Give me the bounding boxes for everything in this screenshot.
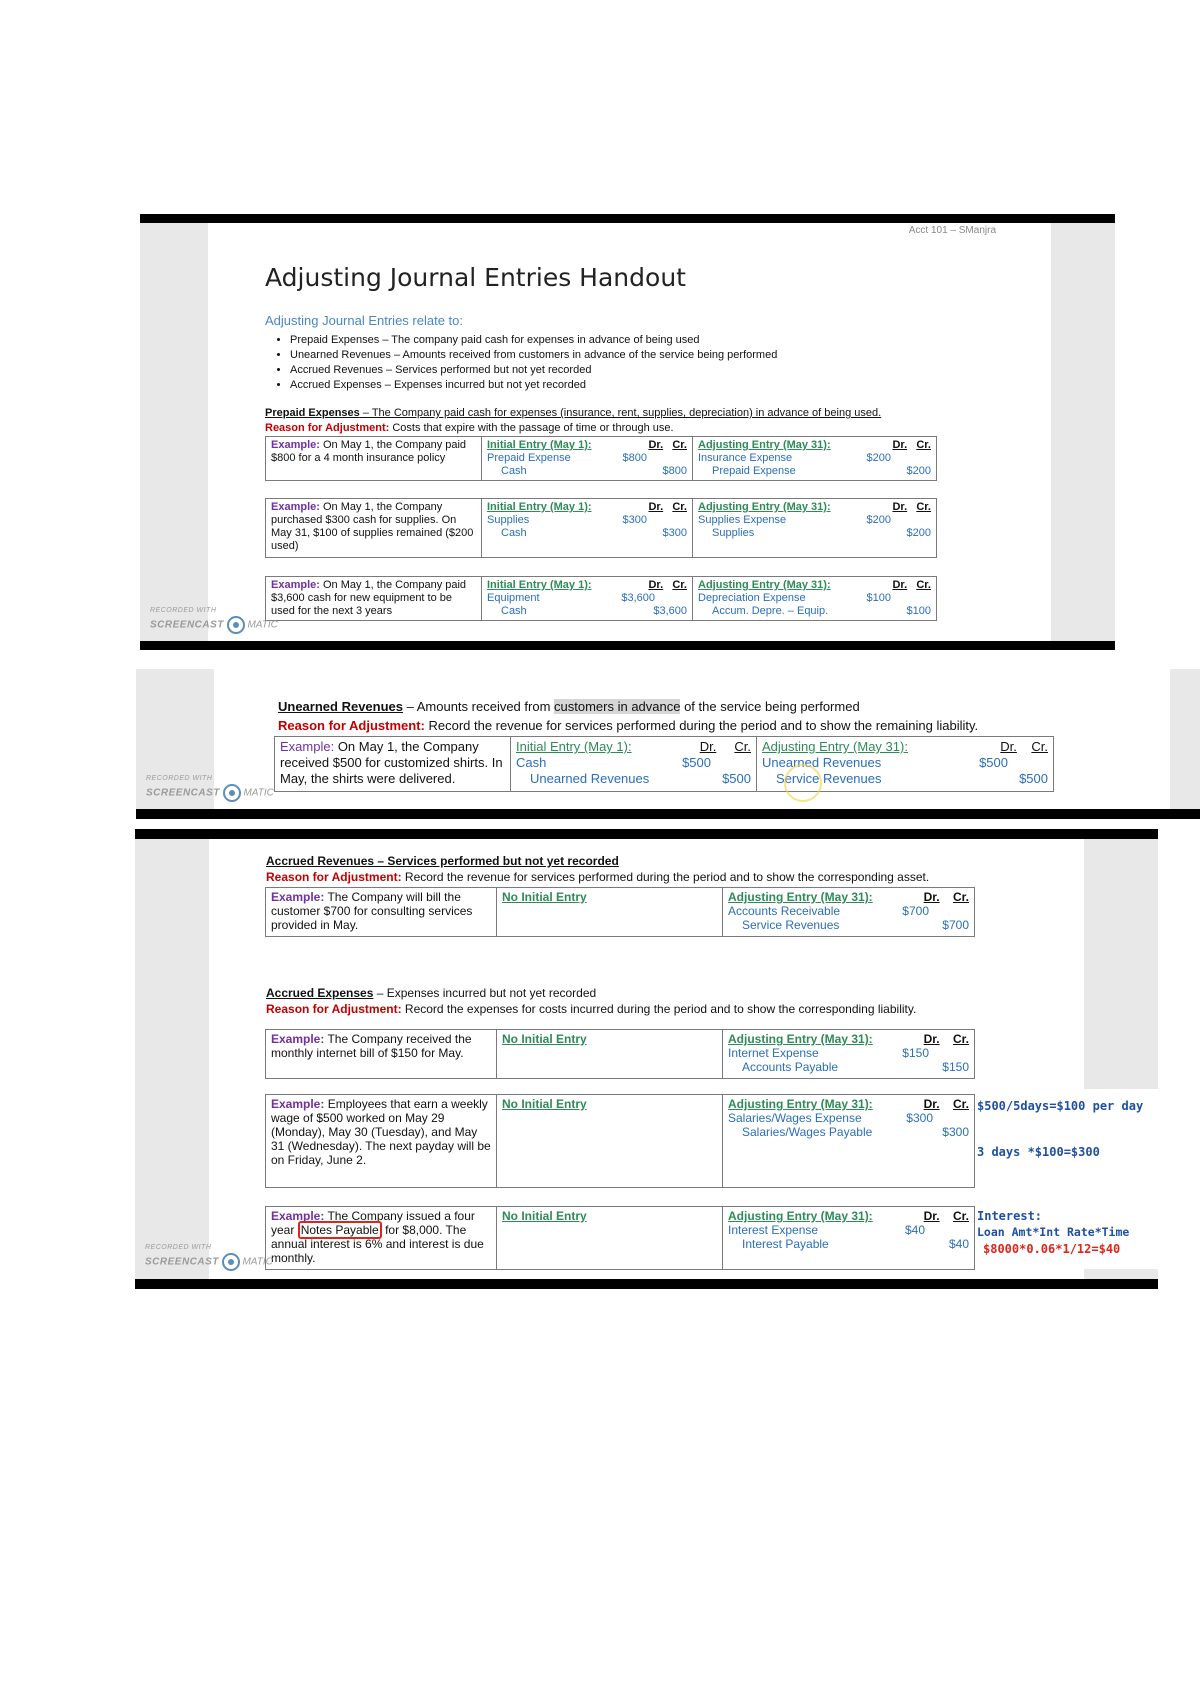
accrued-revenues-heading: Accrued Revenues – Services performed but not yet recorded <box>266 854 619 868</box>
adjusting-entry-cell: Adjusting Entry (May 31): Dr. Cr. Accounts Receivable $700 Service Revenues $700 <box>723 888 975 937</box>
header-right: Acct 101 – SManjra <box>908 225 996 236</box>
note-interest-formula: Loan Amt*Int Rate*Time <box>977 1225 1130 1239</box>
initial-entry-cell: No Initial Entry <box>497 1095 723 1188</box>
unearned-example <box>274 736 1054 792</box>
adjusting-entry-cell: Adjusting Entry (May 31): Dr. Cr. Salaries/Wages Expense $300 Salaries/Wages Payable $300 <box>723 1095 975 1188</box>
prepaid-heading: Prepaid Expenses – The Company paid cash for expenses (insurance, rent, supplies, depreciation) in advance of being used. <box>265 407 882 419</box>
adjusting-entry-cell: Adjusting Entry (May 31): Dr. Cr. Supplies Expense $200 Supplies $200 <box>693 499 937 558</box>
note-wage-total: 3 days *$100=$300 <box>977 1145 1100 1159</box>
cursor-highlight <box>784 764 822 802</box>
prepaid-example-3 <box>265 576 937 621</box>
initial-entry-cell: No Initial Entry <box>497 1207 723 1270</box>
panel3-top-bar <box>135 829 1158 839</box>
accrued-revenue-example <box>265 887 975 937</box>
bullet-item: • Accrued Revenues – Services performed but not yet recorded <box>290 363 1050 378</box>
adjusting-entry-cell: Adjusting Entry (May 31): Dr. Cr. Internet Expense $150 Accounts Payable $150 <box>723 1030 975 1079</box>
screencast-logo-icon <box>223 784 241 802</box>
prepaid-example-1 <box>265 436 937 481</box>
initial-entry-cell: Initial Entry (May 1): Dr. Cr. Supplies $300 Cash $300 <box>482 499 693 558</box>
panel2 <box>136 669 1200 809</box>
adjusting-entry-cell: Adjusting Entry (May 31): Dr. Cr. Depreciation Expense $100 Accum. Depre. – Equip. $100 <box>693 577 937 621</box>
initial-entry-cell: Initial Entry (May 1): Dr. Cr. Prepaid Expense $800 Cash $800 <box>482 437 693 481</box>
note-wage-per-day: $500/5days=$100 per day <box>977 1099 1144 1113</box>
note-interest-calc: $8000*0.06*1/12=$40 <box>983 1242 1121 1256</box>
accrued-expense-example-1 <box>265 1029 975 1079</box>
example-desc: Example: On May 1, the Company paid $800 for a 4 month insurance policy <box>266 437 482 481</box>
bullet-item: • Unearned Revenues – Amounts received from customers in advance of the service being performed <box>290 348 1050 363</box>
panel1 <box>140 223 1115 641</box>
notes-payable-highlight: Notes Payable <box>298 1221 382 1239</box>
note-interest-label: Interest: <box>977 1209 1043 1223</box>
initial-entry-cell: Initial Entry (May 1): Dr. Cr. Cash $500 Unearned Revenues $500 <box>511 737 757 792</box>
panel1-page <box>208 223 1051 641</box>
example-desc: Example: The Company issued a four year Notes Payable for $8,000. The annual interest is 6% and interest is due monthly. <box>266 1207 497 1270</box>
bullet-item: • Accrued Expenses – Expenses incurred but not yet recorded <box>290 378 1050 393</box>
panel3 <box>135 839 1158 1279</box>
accrued-expense-example-3 <box>265 1206 975 1270</box>
example-desc: Example: The Company received the monthly internet bill of $150 for May. <box>266 1030 497 1079</box>
prepaid-reason: Reason for Adjustment: Costs that expire with the passage of time or through use. <box>265 422 674 434</box>
accrued-expense-example-2 <box>265 1094 975 1188</box>
panel3-bottom-bar <box>135 1279 1158 1289</box>
panel2-page <box>214 669 1170 809</box>
example-desc: Example: Employees that earn a weekly wage of $500 worked on May 29 (Monday), May 30 (Tuesday), and May 31 (Wednesday). The next payday will be on Friday, June 2. <box>266 1095 497 1188</box>
initial-entry-cell: No Initial Entry <box>497 888 723 937</box>
accrued-expenses-heading: Accrued Expenses – Expenses incurred but not yet recorded <box>266 986 597 1000</box>
bullet-list <box>256 333 1050 393</box>
adjusting-entry-cell: Adjusting Entry (May 31): Dr. Cr. Insurance Expense $200 Prepaid Expense $200 <box>693 437 937 481</box>
screencast-logo-icon <box>222 1253 240 1271</box>
initial-entry-cell: No Initial Entry <box>497 1030 723 1079</box>
accrued-revenues-reason: Reason for Adjustment: Record the revenue for services performed during the period and to show the corresponding asset. <box>266 870 930 884</box>
relate-heading: Adjusting Journal Entries relate to: <box>265 313 463 328</box>
panel1-bottom-bar <box>140 641 1115 650</box>
watermark: RECORDED WITH SCREENCAST MATIC <box>150 605 278 634</box>
example-desc: Example: On May 1, the Company purchased $300 cash for supplies. On May 31, $100 of supplies remained ($200 used) <box>266 499 482 558</box>
prepaid-example-2 <box>265 498 937 558</box>
initial-entry-cell: Initial Entry (May 1): Dr. Cr. Equipment $3,600 Cash $3,600 <box>482 577 693 621</box>
example-desc: Example: The Company will bill the customer $700 for consulting services provided in May. <box>266 888 497 937</box>
unearned-reason: Reason for Adjustment: Record the revenue for services performed during the period and to show the remaining liability. <box>278 718 979 733</box>
panel1-top-bar <box>140 214 1115 223</box>
bullet-item: • Prepaid Expenses – The company paid cash for expenses in advance of being used <box>290 333 1050 348</box>
example-desc: Example: On May 1, the Company paid $3,600 cash for new equipment to be used for the next 3 years <box>266 577 482 621</box>
screencast-logo-icon <box>227 616 245 634</box>
panel2-bottom-bar <box>136 809 1200 819</box>
unearned-heading: Unearned Revenues – Amounts received from customers in advance of the service being performed <box>278 699 860 714</box>
adjusting-entry-cell: Adjusting Entry (May 31): Dr. Cr. Unearned Revenues $500 Service Revenues $500 <box>757 737 1054 792</box>
watermark: RECORDED WITH SCREENCAST MATIC <box>145 1242 273 1271</box>
example-desc: Example: On May 1, the Company received $500 for customized shirts. In May, the shirts were delivered. <box>275 737 511 792</box>
watermark: RECORDED WITH SCREENCAST MATIC <box>146 773 274 802</box>
page-title: Adjusting Journal Entries Handout <box>265 263 686 292</box>
accrued-expenses-reason: Reason for Adjustment: Record the expenses for costs incurred during the period and to show the corresponding liability. <box>266 1002 917 1016</box>
adjusting-entry-cell: Adjusting Entry (May 31): Dr. Cr. Interest Expense $40 Interest Payable $40 <box>723 1207 975 1270</box>
